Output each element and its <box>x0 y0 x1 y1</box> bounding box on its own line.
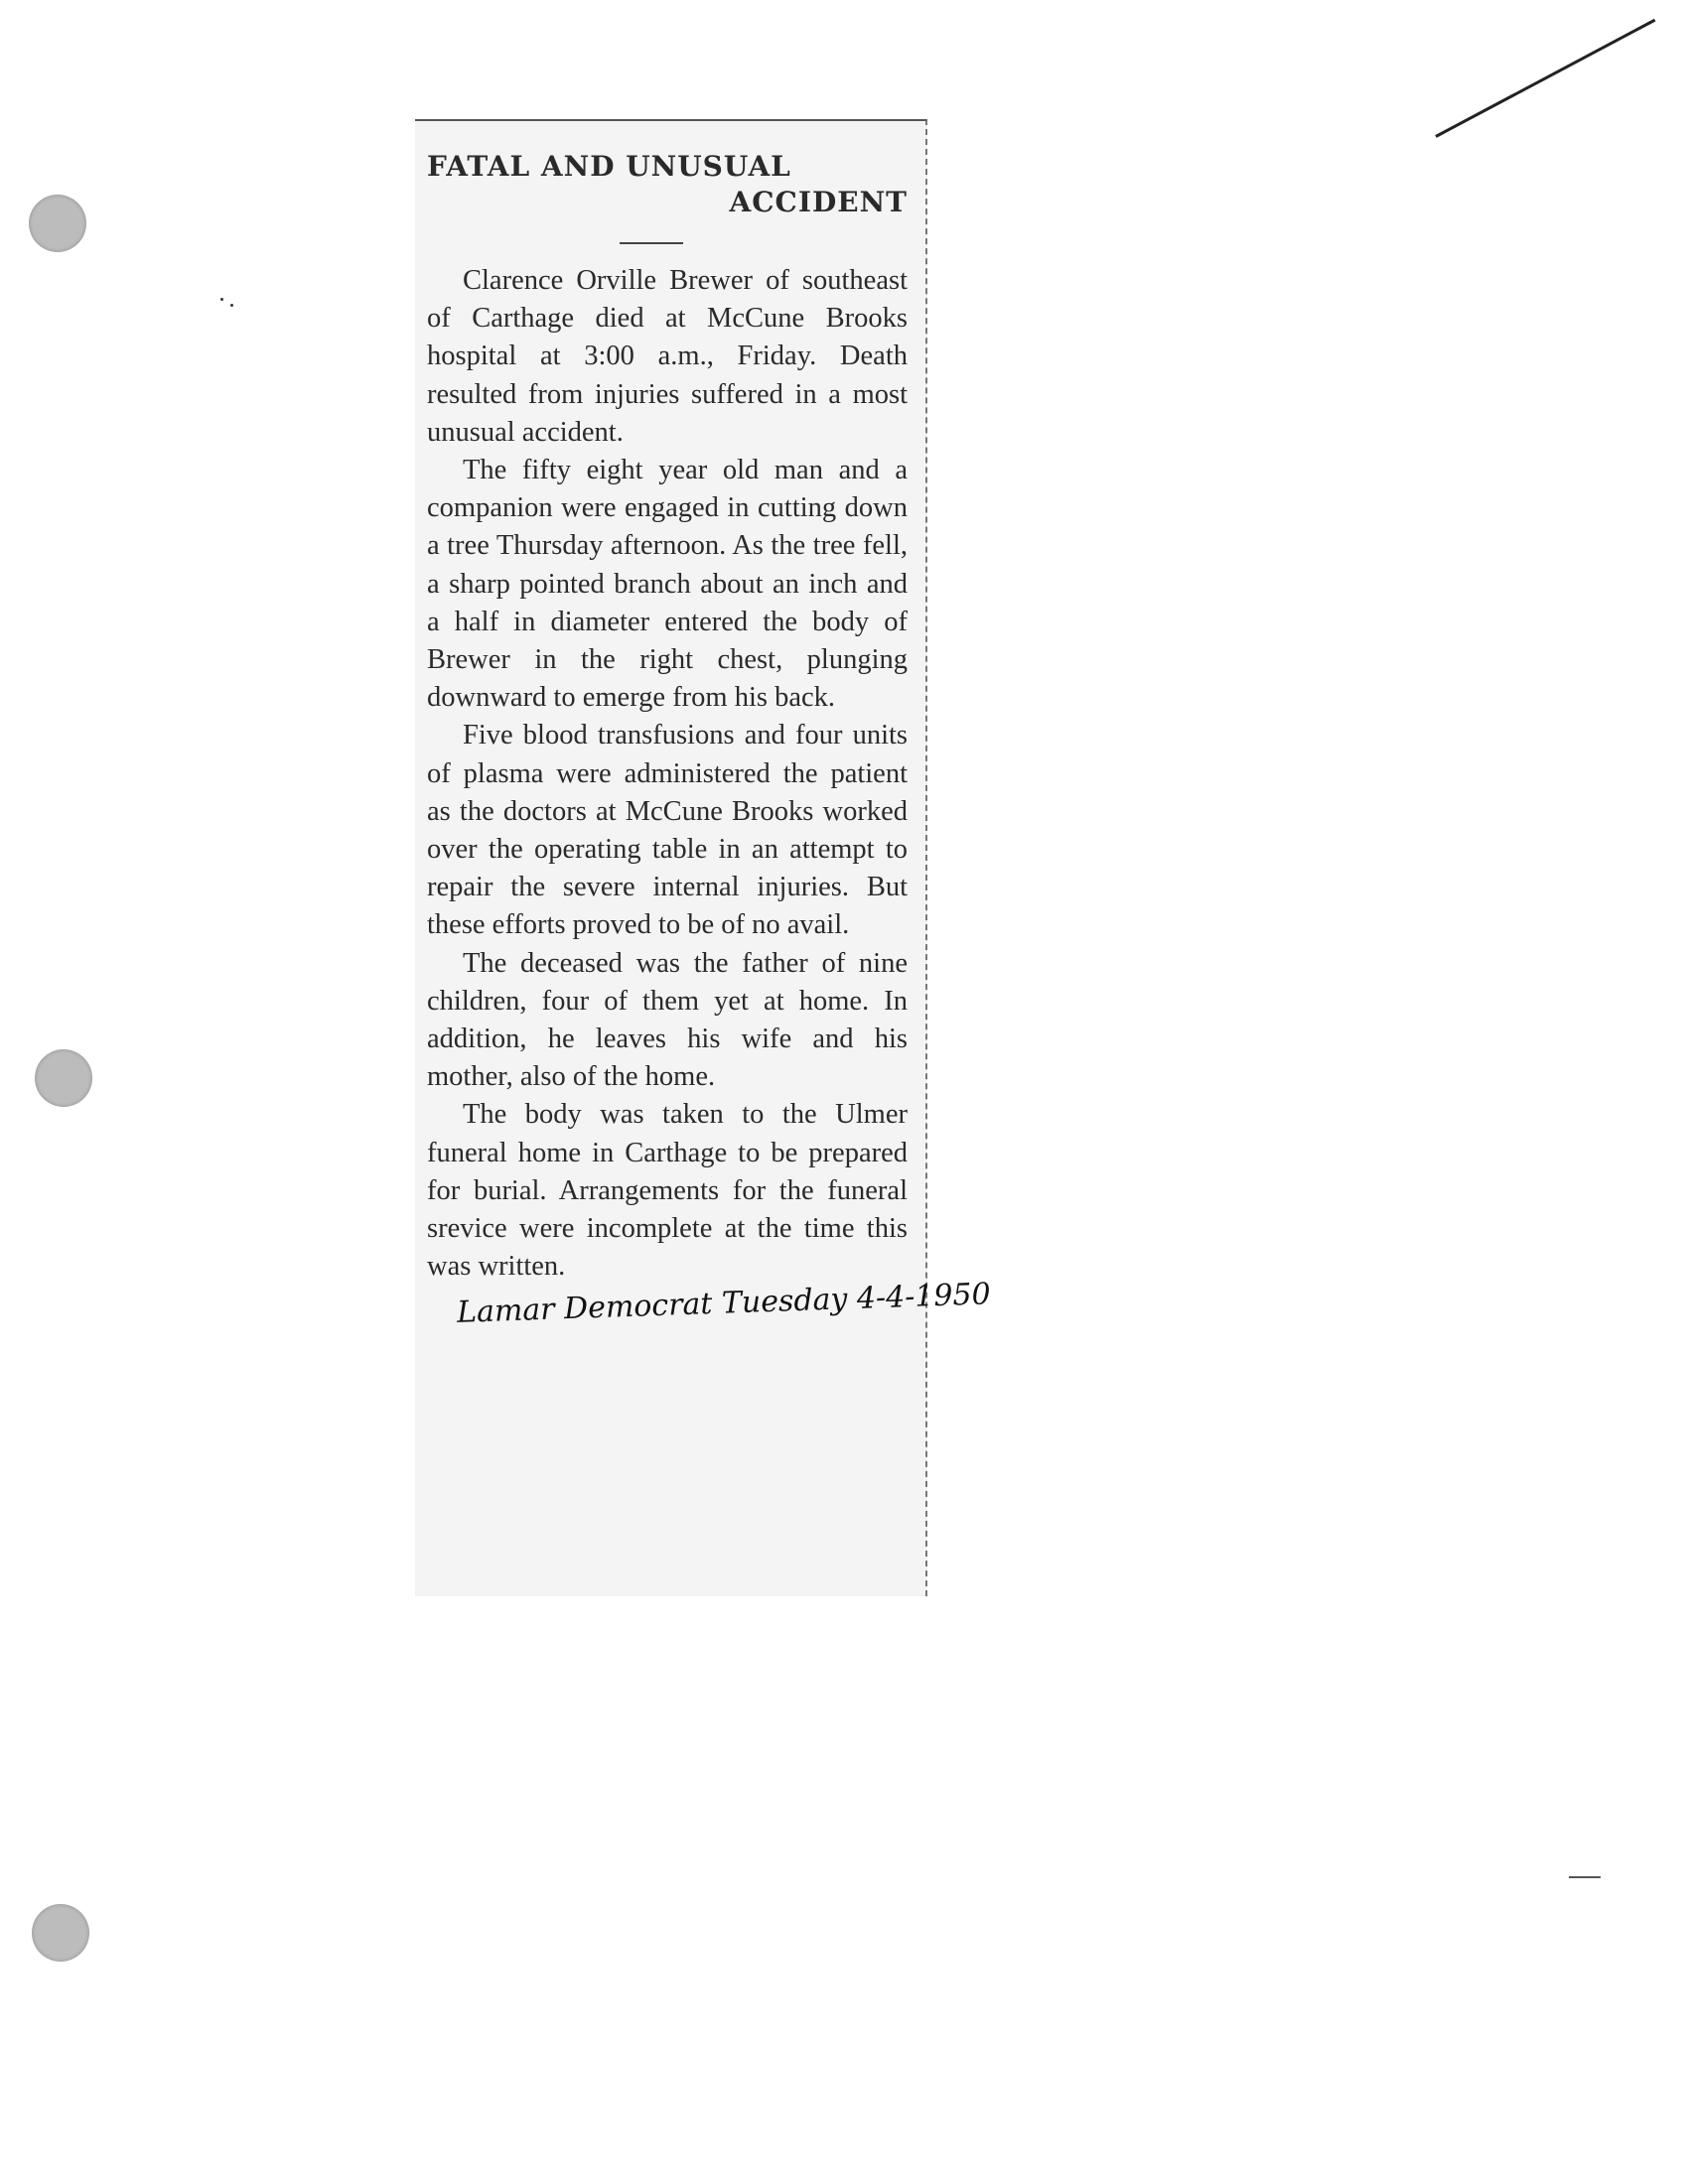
headline <box>427 149 908 220</box>
article-paragraph: The body was taken to the Ulmer funeral home in Carthage to be prepared for burial. Arrangements for the funeral srevice were incomplete at the time this was written. <box>427 1099 908 1283</box>
punch-hole-top <box>29 195 86 252</box>
speck <box>220 298 223 301</box>
newspaper-clipping <box>415 119 992 1596</box>
dash-mark <box>1569 1876 1601 1878</box>
headline-line-1: FATAL AND UNUSUAL <box>427 150 791 183</box>
pen-stroke-mark <box>1435 19 1655 138</box>
article-paragraph: The deceased was the father of nine children, four of them yet at home. In addition, he leaves his wife and his mother, also of the home. <box>427 947 908 1093</box>
headline-line-2: ACCIDENT <box>729 186 908 218</box>
punch-hole-bottom <box>32 1904 89 1962</box>
article-paragraph: Five blood transfusions and four units of plasma were administered the patient as the doctors at McCune Brooks worked over the operating table in an attempt to repair the severe internal injuries. But these efforts proved to be of no avail. <box>427 720 908 941</box>
article-paragraph: Clarence Orville Brewer of southeast of Carthage died at McCune Brooks hospital at 3:00 a.m., Friday. Death resulted from injuries suffered in a most unusual accident. <box>427 265 908 448</box>
article-paragraph: The fifty eight year old man and a companion were engaged in cutting down a tree Thursday afternoon. As the tree fell, a sharp pointed branch about an inch and a half in diameter entered the body of Brewer in the right chest, plunging downward to emerge from his back. <box>427 455 908 714</box>
headline-rule <box>620 242 683 244</box>
speck <box>230 304 233 307</box>
handwritten-source-note: Lamar Democrat Tuesday 4-4-1950 <box>456 1277 992 1331</box>
punch-hole-middle <box>35 1049 92 1107</box>
